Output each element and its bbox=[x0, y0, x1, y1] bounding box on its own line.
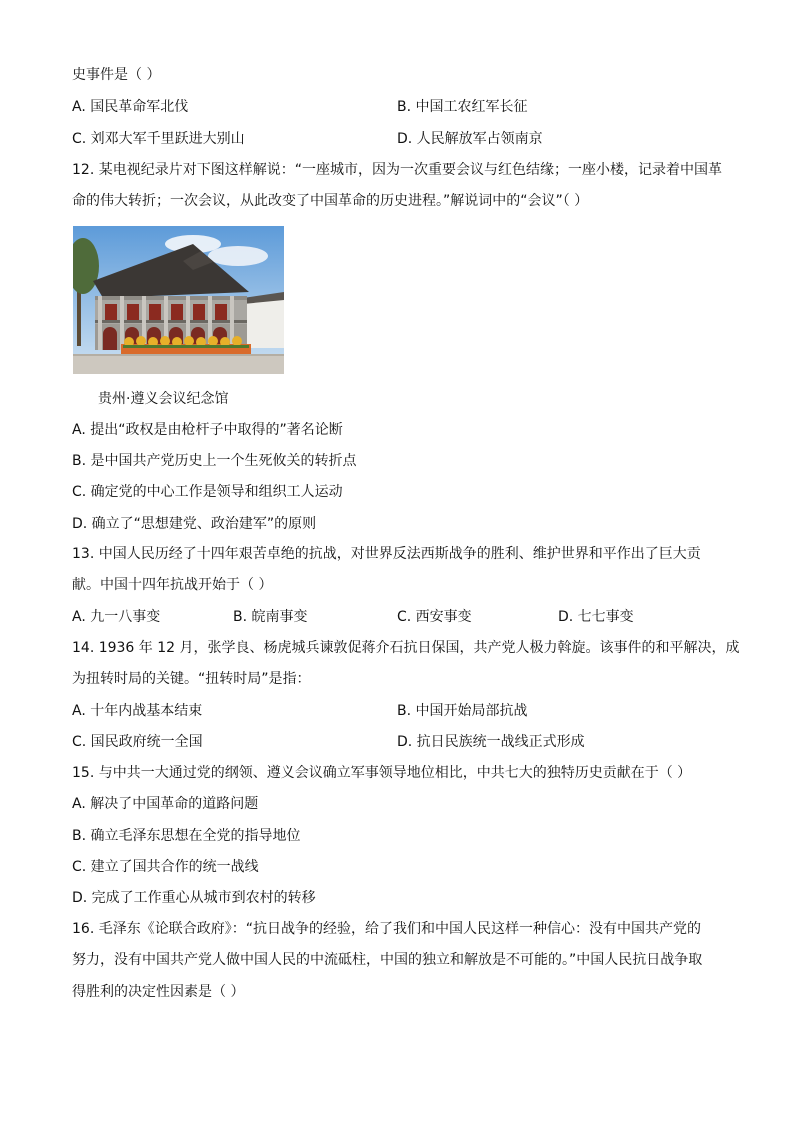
q16-stem-line3: 得胜利的决定性因素是（ ） bbox=[72, 984, 245, 1000]
q13-stem-line2: 献。中国十四年抗战开始于（ ） bbox=[72, 577, 273, 593]
q15-option-b: B. 确立毛泽东思想在全党的指导地位 bbox=[72, 828, 301, 844]
q16-stem-line2: 努力，没有中国共产党人做中国人民的中流砥柱，中国的独立和解放是不可能的。”中国人民抗日战争取 bbox=[72, 952, 703, 968]
q14-stem-line1: 14. 1936 年 12 月，张学良、杨虎城兵谏敦促蒋介石抗日保国，共产党人极力斡旋。该事件的和平解决，成 bbox=[72, 640, 740, 656]
q12-option-a: A. 提出“政权是由枪杆子中取得的”著名论断 bbox=[72, 422, 343, 438]
q16-stem-line1: 16. 毛泽东《论联合政府》：“抗日战争的经验，给了我们和中国人民这样一种信心：没有中国共产党的 bbox=[72, 921, 701, 937]
q12-stem-line2: 命的伟大转折；一次会议，从此改变了中国革命的历史进程。”解说词中的“会议”（ ） bbox=[72, 193, 589, 209]
q11-option-a: A. 国民革命军北伐 bbox=[72, 99, 189, 115]
q14-option-a: A. 十年内战基本结束 bbox=[72, 703, 203, 719]
q13-option-d: D. 七七事变 bbox=[558, 609, 634, 625]
q14-option-d: D. 抗日民族统一战线正式形成 bbox=[397, 734, 585, 750]
question-stem-continuation: 史事件是（ ） bbox=[72, 67, 161, 83]
q14-option-b: B. 中国开始局部抗战 bbox=[397, 703, 528, 719]
q11-option-b: B. 中国工农红军长征 bbox=[397, 99, 528, 115]
q12-option-c: C. 确定党的中心工作是领导和组织工人运动 bbox=[72, 484, 343, 500]
q15-option-d: D. 完成了工作重心从城市到农村的转移 bbox=[72, 890, 316, 906]
q12-option-d: D. 确立了“思想建党、政治建军”的原则 bbox=[72, 516, 317, 532]
q14-stem-line2: 为扭转时局的关键。“扭转时局”是指： bbox=[72, 671, 311, 687]
q13-option-c: C. 西安事变 bbox=[397, 609, 472, 625]
q11-option-d: D. 人民解放军占领南京 bbox=[397, 131, 543, 147]
q11-option-c: C. 刘邓大军千里跃进大别山 bbox=[72, 131, 245, 147]
q13-option-a: A. 九一八事变 bbox=[72, 609, 161, 625]
zunyi-memorial-photo bbox=[73, 226, 284, 374]
q14-option-c: C. 国民政府统一全国 bbox=[72, 734, 203, 750]
q12-stem-line1: 12. 某电视纪录片对下图这样解说：“一座城市，因为一次重要会议与红色结缘；一座小楼，记录着中国革 bbox=[72, 162, 722, 178]
q15-stem-line1: 15. 与中共一大通过党的纲领、遵义会议确立军事领导地位相比，中共七大的独特历史贡献在于（ ） bbox=[72, 765, 692, 781]
q12-option-b: B. 是中国共产党历史上一个生死攸关的转折点 bbox=[72, 453, 357, 469]
photo-caption: 贵州·遵义会议纪念馆 bbox=[98, 391, 229, 407]
q13-stem-line1: 13. 中国人民历经了十四年艰苦卓绝的抗战，对世界反法西斯战争的胜利、维护世界和平作出了巨大贡 bbox=[72, 546, 701, 562]
q15-option-c: C. 建立了国共合作的统一战线 bbox=[72, 859, 259, 875]
q15-option-a: A. 解决了中国革命的道路问题 bbox=[72, 796, 259, 812]
q13-option-b: B. 皖南事变 bbox=[233, 609, 308, 625]
